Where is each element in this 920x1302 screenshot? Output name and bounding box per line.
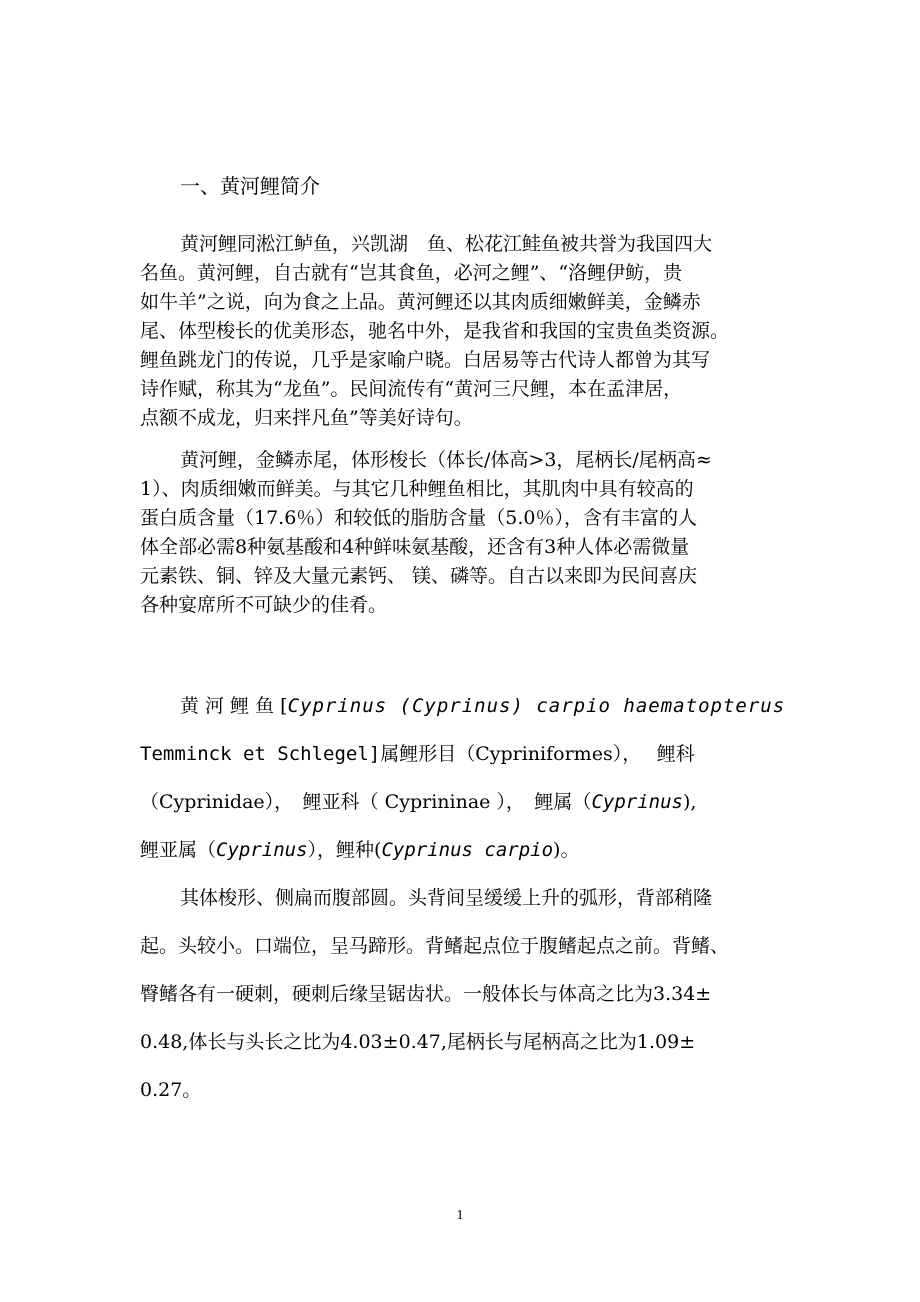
- para2-line: 蛋白质含量（17.6％）和较低的脂肪含量（5.0％），含有丰富的人: [140, 507, 698, 529]
- para1-line: 点额不成龙，归来拌凡鱼”等美好诗句。: [140, 407, 473, 429]
- taxonomy-line-1: [180, 692, 786, 720]
- para4-line: 0.27。: [140, 1079, 202, 1101]
- para1-line: 尾、体型梭长的优美形态，驰名中外，是我省和我国的宝贵鱼类资源。: [140, 320, 730, 342]
- para1-line: 名鱼。黄河鲤，自古就有“岂其食鱼，必河之鲤”、“洛鲤伊鲂，贵: [140, 262, 683, 284]
- para4-line: 起。头较小。口端位，呈马蹄形。背鳍起点位于腹鳍起点之前。背鳍、: [140, 935, 730, 957]
- taxonomy-text: ),: [682, 791, 697, 813]
- scientific-name: Cyprinus (Cyprinus) carpio haematopterus: [287, 695, 786, 717]
- para2-line: 黄河鲤，金鳞赤尾，体形梭长（体长/体高>3，尾柄长/尾柄高≈: [180, 449, 712, 471]
- para1-line: 诗作赋，称其为“龙鱼”。民间流传有“黄河三尺鲤，本在孟津居，: [140, 378, 683, 400]
- species-name: Cyprinus carpio: [381, 839, 554, 861]
- section-heading: 一、黄河鲤简介: [180, 174, 320, 198]
- para2-line: 各种宴席所不可缺少的佳肴。: [140, 594, 388, 616]
- taxonomy-authors: Temminck et Schlegel]: [140, 743, 381, 765]
- taxonomy-text: 属鲤形目（Cypriniformes）， 鲤科: [380, 743, 695, 765]
- taxonomy-line-3: [140, 788, 780, 816]
- para1-line: 如牛羊”之说，向为食之上品。黄河鲤还以其肉质细嫩鲜美，金鳞赤: [140, 291, 701, 313]
- para4-line: 其体梭形、侧扁而腹部圆。头背间呈缓缓上升的弧形，背部稍隆: [180, 887, 713, 909]
- para4-line: 0.48,体长与头长之比为4.03±0.47,尾柄长与尾柄高之比为1.09±: [140, 1031, 696, 1053]
- page-number: 1: [456, 1208, 464, 1223]
- taxonomy-text: 鲤亚属（: [140, 839, 217, 861]
- para1-line: 鲤鱼跳龙门的传说，几乎是家喻户晓。白居易等古代诗人都曾为其写: [140, 349, 711, 371]
- taxonomy-line-2: [140, 740, 780, 768]
- taxonomy-line-4: [140, 836, 780, 864]
- para4-line: 臀鳍各有一硬刺，硬刺后缘呈锯齿状。一般体长与体高之比为3.34±: [140, 983, 712, 1005]
- para2-line: 体全部必需8种氨基酸和4种鲜味氨基酸，还含有3种人体必需微量: [140, 536, 690, 558]
- para1-line: 黄河鲤同淞江鲈鱼，兴凯湖 鱼、松花江鲑鱼被共誉为我国四大: [180, 233, 713, 255]
- subgenus-name: Cyprinus: [216, 839, 308, 861]
- para2-line: 1）、肉质细嫩而鲜美。与其它几种鲤鱼相比，其肌肉中具有较高的: [140, 478, 694, 500]
- taxonomy-text: )。: [553, 839, 580, 861]
- genus-name: Cyprinus: [591, 791, 683, 813]
- taxonomy-text: （Cyprinidae）， 鲤亚科（ Cyprininae ）， 鲤属（: [140, 791, 592, 813]
- para2-line: 元素铁、铜、锌及大量元素钙、 镁、磷等。自古以来即为民间喜庆: [140, 565, 698, 587]
- taxonomy-text: 黄 河 鲤 鱼 [: [180, 695, 288, 717]
- taxonomy-text: ），鲤种(: [307, 839, 382, 861]
